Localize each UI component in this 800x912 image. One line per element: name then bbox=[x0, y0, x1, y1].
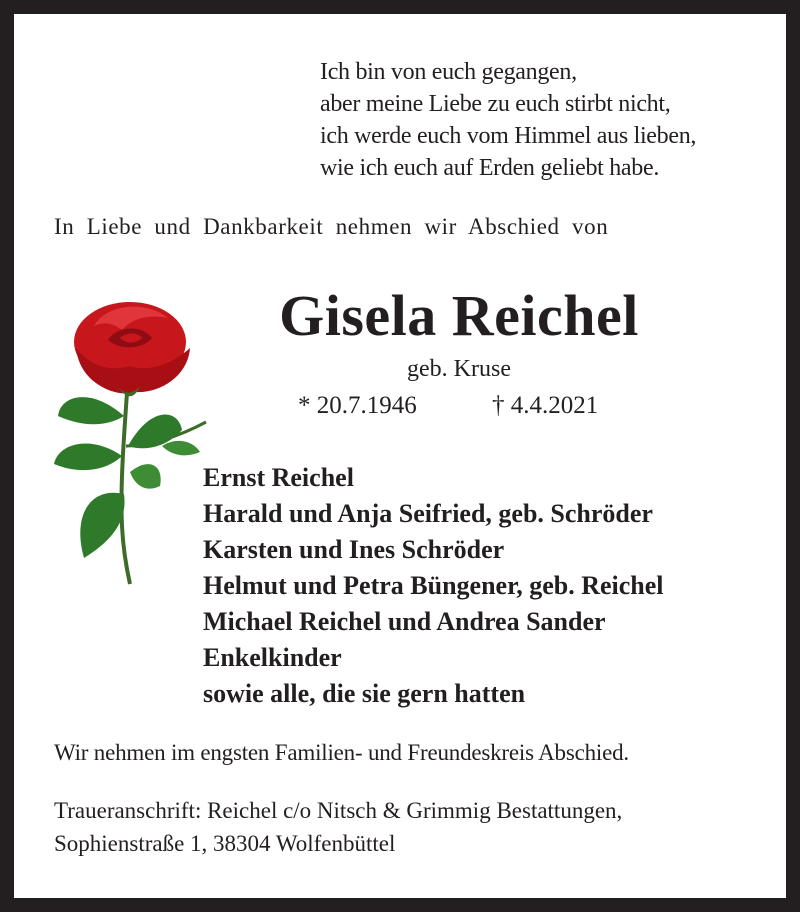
farewell-notice: Wir nehmen im engsten Familien- und Freundeskreis Abschied. bbox=[54, 740, 629, 765]
obituary-card bbox=[14, 14, 786, 898]
poem-line: ich werde euch vom Himmel aus lieben, bbox=[320, 123, 697, 149]
maiden-name: geb. Kruse bbox=[407, 356, 511, 382]
poem bbox=[320, 56, 696, 184]
leaf bbox=[130, 464, 161, 489]
rose-stem bbox=[121, 378, 130, 584]
poem-line: wie ich euch auf Erden geliebt habe. bbox=[320, 155, 660, 181]
mourner: Helmut und Petra Büngener, geb. Reichel bbox=[203, 571, 664, 600]
poem-line: Ich bin von euch gegangen, bbox=[320, 59, 577, 85]
mourner: Ernst Reichel bbox=[203, 463, 354, 492]
birth-date: * 20.7.1946 bbox=[298, 392, 417, 419]
poem-line: aber meine Liebe zu euch stirbt nicht, bbox=[320, 91, 671, 117]
mourning-address bbox=[54, 794, 622, 860]
mourner: Harald und Anja Seifried, geb. Schröder bbox=[203, 499, 653, 528]
mourner: Michael Reichel und Andrea Sander bbox=[203, 607, 606, 636]
death-date: † 4.4.2021 bbox=[492, 392, 599, 419]
mourner: Karsten und Ines Schröder bbox=[203, 535, 505, 564]
mourner: sowie alle, die sie gern hatten bbox=[203, 679, 526, 708]
leaf bbox=[162, 441, 200, 456]
address-line: Sophienstraße 1, 38304 Wolfenbüttel bbox=[54, 831, 396, 856]
deceased-name: Gisela Reichel bbox=[279, 283, 639, 348]
address-line: Traueranschrift: Reichel c/o Nitsch & Grimmig Bestattungen, bbox=[54, 798, 623, 823]
mourner: Enkelkinder bbox=[203, 643, 342, 672]
intro-text: In Liebe und Dankbarkeit nehmen wir Abschied von bbox=[54, 214, 609, 239]
mourners-list bbox=[203, 460, 664, 712]
leaf bbox=[58, 397, 124, 424]
leaf bbox=[80, 493, 124, 558]
leaf bbox=[54, 444, 122, 471]
red-rose-icon bbox=[50, 296, 210, 586]
